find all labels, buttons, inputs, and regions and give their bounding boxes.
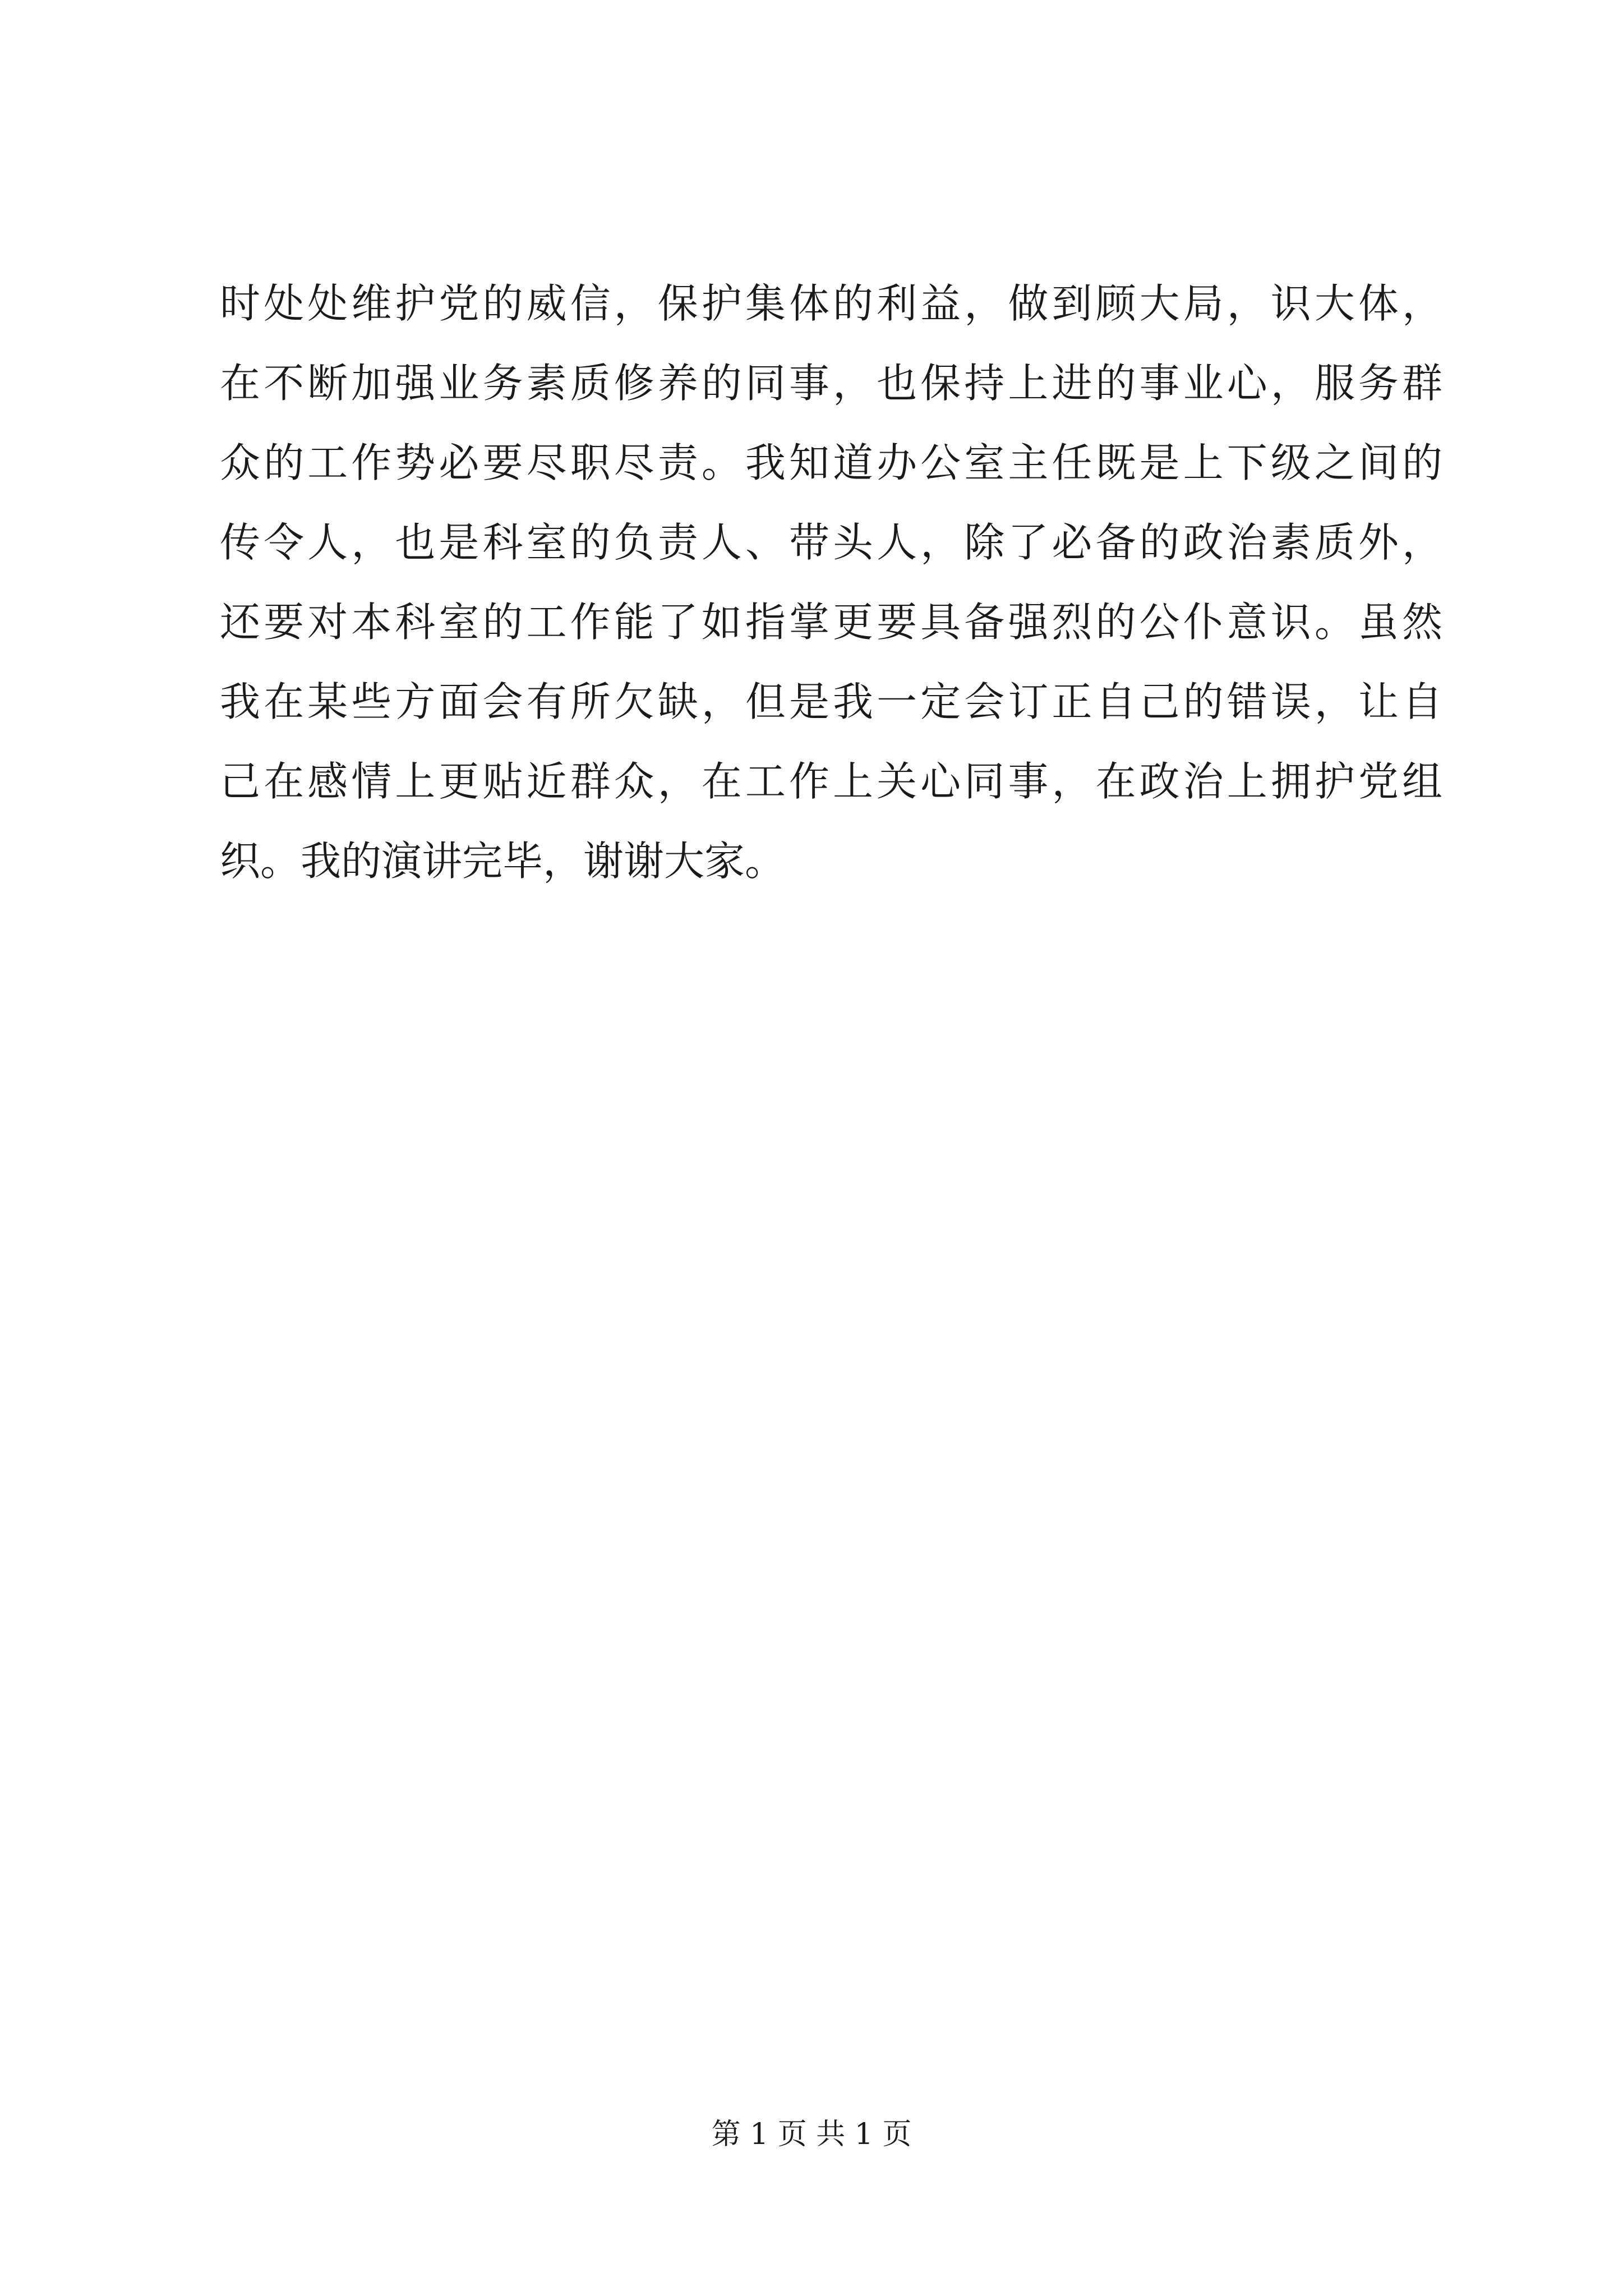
paragraph-line: 织。我的演讲完毕，谢谢大家。 bbox=[220, 838, 786, 885]
page-footer: 第 1 页 共 1 页 bbox=[711, 2118, 912, 2151]
body-paragraph bbox=[220, 264, 1442, 901]
paragraph-line: 时处处维护党的威信，保护集体的利益，做到顾大局，识大体， bbox=[220, 280, 1442, 327]
paragraph-line: 传令人，也是科室的负责人、带头人，除了必备的政治素质外， bbox=[220, 519, 1442, 566]
paragraph-line: 在不断加强业务素质修养的同事，也保持上进的事业心，服务群 bbox=[220, 360, 1442, 407]
paragraph-line: 众的工作势必要尽职尽责。我知道办公室主任既是上下级之间的 bbox=[220, 439, 1442, 486]
paragraph-line: 己在感情上更贴近群众，在工作上关心同事，在政治上拥护党组 bbox=[220, 758, 1442, 805]
paragraph-line: 还要对本科室的工作能了如指掌更要具备强烈的公仆意识。虽然 bbox=[220, 599, 1442, 646]
paragraph-line: 我在某些方面会有所欠缺，但是我一定会订正自己的错误，让自 bbox=[220, 678, 1442, 725]
